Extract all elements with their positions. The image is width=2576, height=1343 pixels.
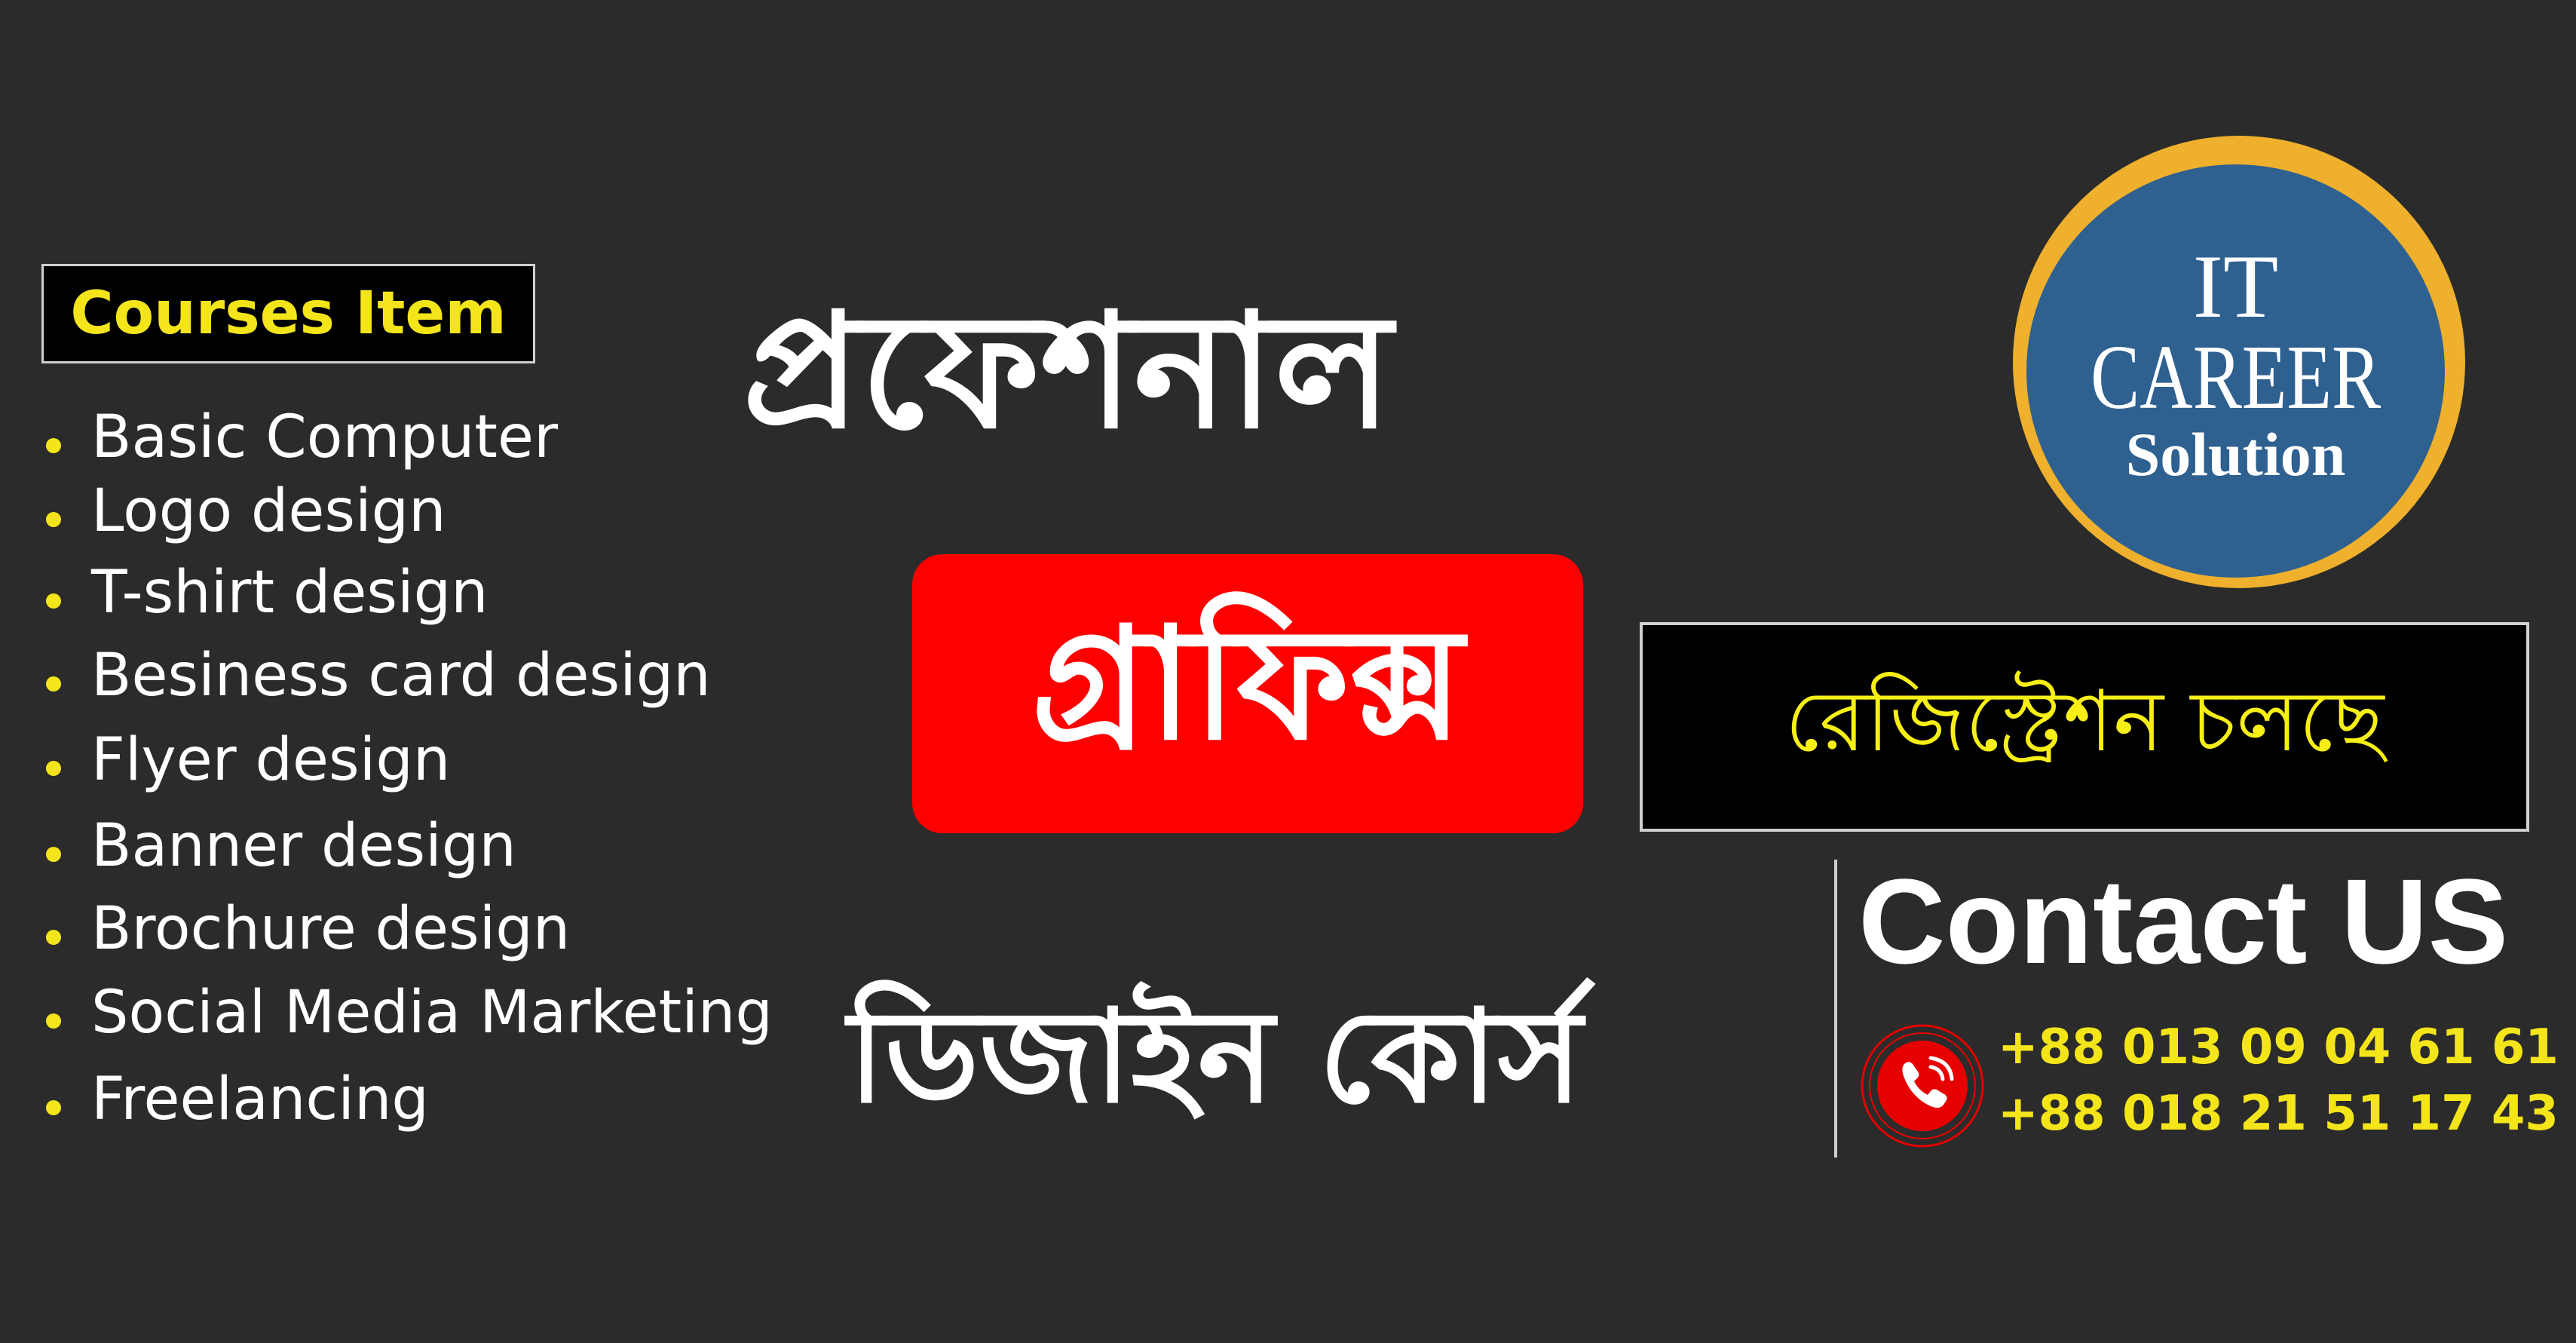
- course-item-label: Freelancing: [91, 1066, 429, 1133]
- phone-number-1[interactable]: +88 013 09 04 61 61: [1998, 1020, 2559, 1075]
- bullet-icon: [46, 761, 61, 776]
- bullet-icon: [46, 676, 61, 691]
- courses-title-box: [41, 264, 535, 363]
- it-career-logo: [2013, 136, 2465, 588]
- bullet-icon: [46, 438, 61, 453]
- courses-title: Courses Item: [70, 280, 507, 348]
- bullet-icon: [46, 593, 61, 609]
- contact-divider: [1834, 860, 1837, 1157]
- logo-text-career: CAREER: [2090, 327, 2381, 428]
- course-item-label: Basic Computer: [91, 403, 559, 471]
- course-item-label: T-shirt design: [91, 559, 489, 627]
- bullet-icon: [46, 1100, 61, 1115]
- course-item-label: Besiness card design: [91, 642, 711, 710]
- graphics-badge: [912, 554, 1583, 833]
- bullet-icon: [46, 512, 61, 527]
- headline-design-course: ডিজাইন কোর্স: [848, 983, 1582, 1132]
- contact-title: Contact US: [1858, 854, 2509, 989]
- logo-circle: [2026, 164, 2445, 578]
- bullet-icon: [46, 847, 61, 862]
- bullet-icon: [46, 930, 61, 945]
- phone-icon: [1858, 1022, 1986, 1150]
- course-item-label: Logo design: [91, 477, 446, 545]
- course-item-label: Social Media Marketing: [91, 979, 773, 1047]
- registration-box: [1640, 622, 2529, 832]
- bullet-icon: [46, 1013, 61, 1029]
- course-item-label: Flyer design: [91, 726, 451, 794]
- registration-text: রেজিস্ট্রেশন চলছে: [1784, 672, 2385, 771]
- headline-professional: প্রফেশনাল: [743, 279, 1392, 464]
- phone-number-2[interactable]: +88 018 21 51 17 43: [1998, 1086, 2559, 1142]
- logo-text-solution: Solution: [2125, 420, 2346, 489]
- course-item-label: Banner design: [91, 812, 516, 880]
- headline-graphics: গ্রাফিক্স: [1031, 594, 1464, 774]
- logo-text-it: IT: [2192, 236, 2279, 336]
- course-item-label: Brochure design: [91, 895, 571, 963]
